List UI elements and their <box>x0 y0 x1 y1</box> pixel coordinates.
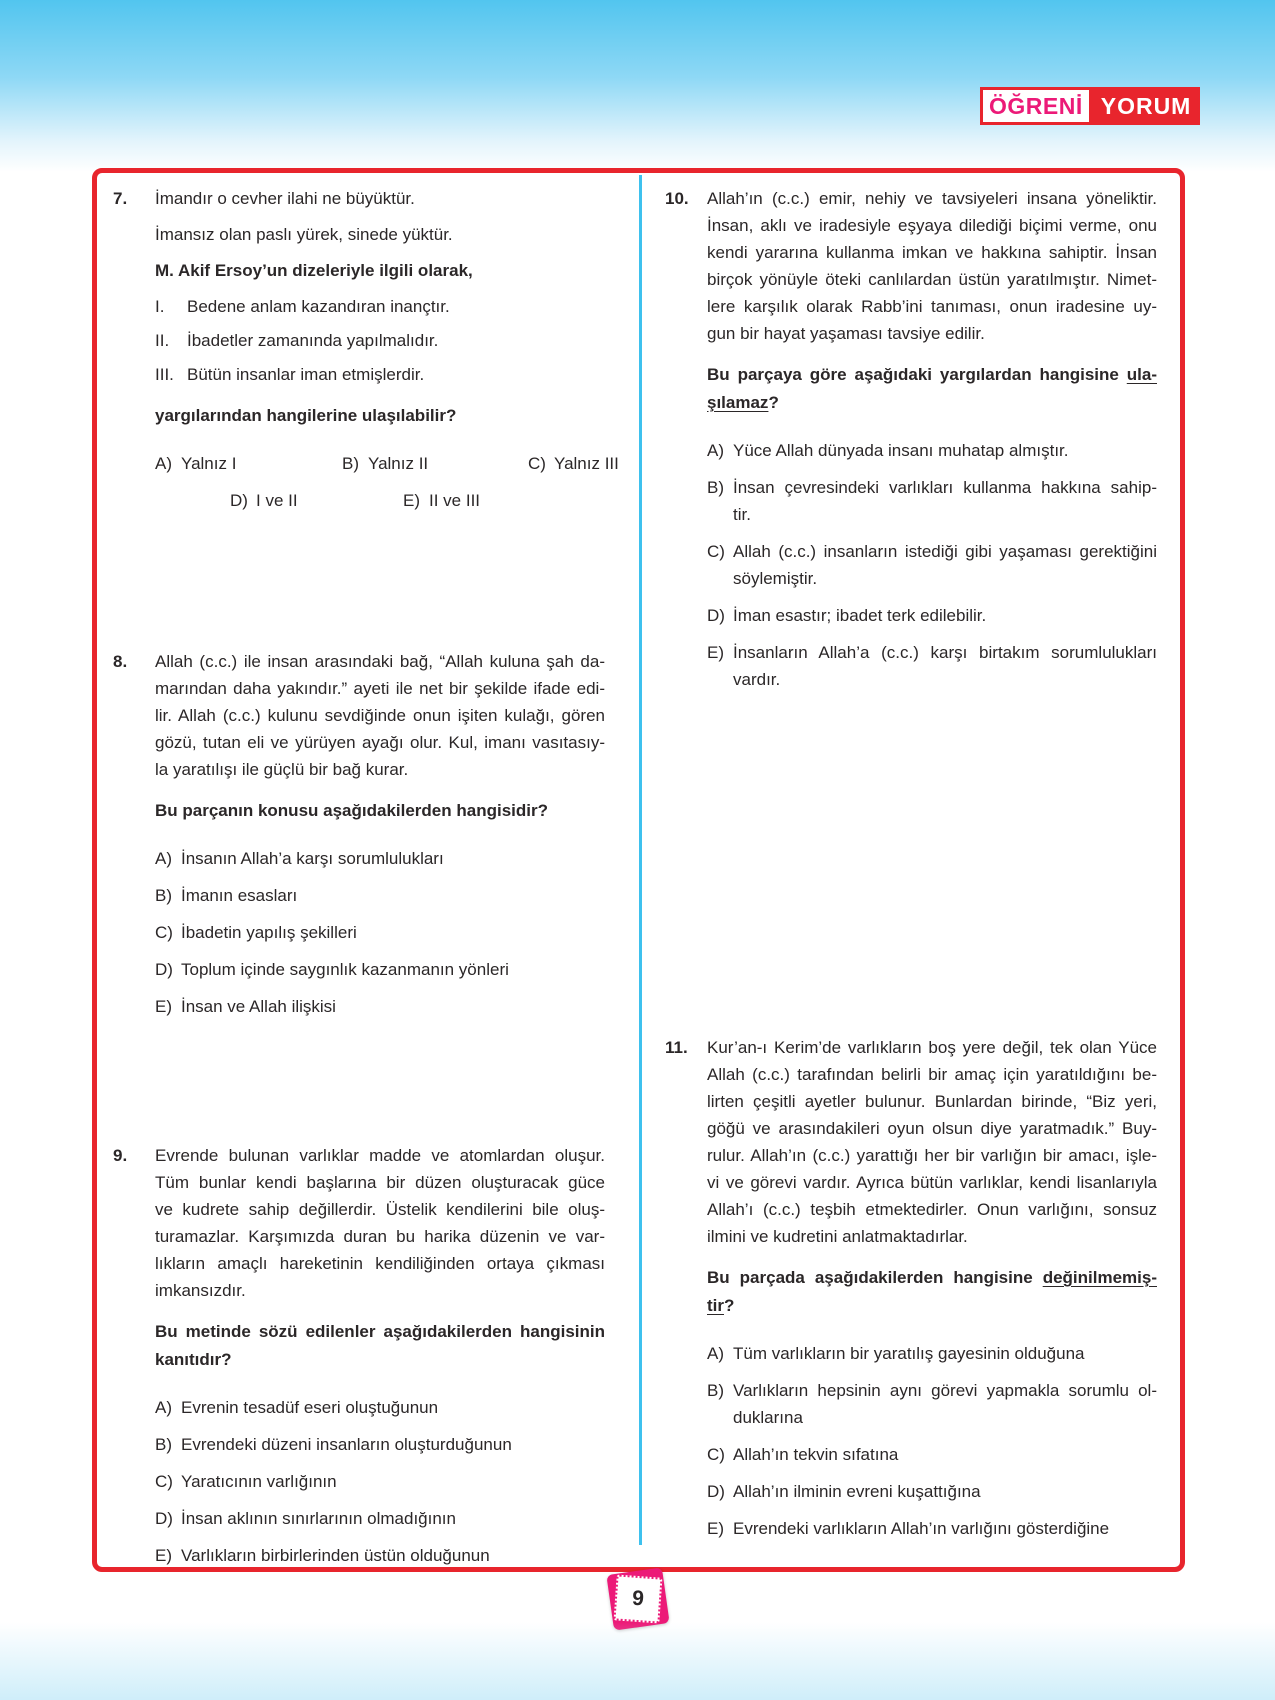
option-item <box>155 450 236 477</box>
option-item <box>707 1441 1157 1468</box>
verse-line: İmandır o cevher ilahi ne büyüktür. <box>155 189 415 208</box>
option-label: E) <box>707 1519 724 1538</box>
body-line: turamazlar. Karşımızda duran bu harika düzenin ve var- <box>155 1227 605 1246</box>
options-list <box>707 1340 1157 1542</box>
question-number: 10. <box>665 189 689 208</box>
option-item <box>707 1515 1157 1542</box>
option-line: Yaratıcının varlığının <box>181 1472 337 1491</box>
question-content <box>707 1034 1157 1552</box>
option-label: E) <box>707 643 724 662</box>
option-label: E) <box>155 1546 172 1565</box>
option-text <box>733 437 1157 464</box>
question-body <box>707 1034 1157 1250</box>
question-number: 11. <box>665 1038 688 1057</box>
option-row <box>155 450 645 477</box>
roman-numeral: III. <box>155 365 174 384</box>
prompt-segment: şılamaz <box>707 393 769 412</box>
prompt-line <box>155 1346 605 1374</box>
question-body <box>155 648 605 783</box>
question-prompt <box>155 1318 605 1374</box>
question-7 <box>113 185 619 524</box>
question-content <box>155 1142 605 1579</box>
option-line: Evrendeki düzeni insanların oluşturduğunun <box>181 1435 512 1454</box>
option-line: Yüce Allah dünyada insanı muhatap almıştır. <box>733 441 1069 460</box>
body-line: gun bir hayat yaşaması tavsiye edilir. <box>707 324 985 343</box>
option-item <box>230 487 298 514</box>
option-label: C) <box>155 923 173 942</box>
option-item <box>155 1505 605 1532</box>
option-item <box>707 538 1157 592</box>
question-prompt <box>707 361 1157 417</box>
option-label: B) <box>155 886 172 905</box>
option-text <box>733 639 1157 693</box>
option-text <box>181 919 605 946</box>
option-item <box>707 474 1157 528</box>
option-label: A) <box>155 1398 172 1417</box>
question-content <box>155 185 619 524</box>
body-line: gözü, tutan eli ve yürüyen ayağı olur. Kul, imanı vasıtasıy- <box>155 733 605 752</box>
body-line: birçok yönüyle öteki canlılardan üstün yaratılmıştır. Nimet- <box>707 270 1157 289</box>
option-item <box>342 450 428 477</box>
ogreniyorum-logo <box>980 87 1200 125</box>
question-body <box>707 185 1157 347</box>
option-label: E) <box>155 997 172 1016</box>
option-label: A) <box>707 1344 724 1363</box>
option-item <box>155 1431 605 1458</box>
options-list <box>707 437 1157 693</box>
option-line: İnsan çevresindeki varlıkları kullanma hakkına sahip- <box>733 478 1157 497</box>
roman-items <box>155 293 605 388</box>
prompt-line <box>707 389 1157 417</box>
body-line: İnsan, aklı ve iradesiyle eşyaya dilediği biçimi verme, onu <box>707 216 1157 235</box>
option-text <box>181 1394 605 1421</box>
body-line: lere karşılık olarak Rabb’ini tanıması, onun iradesine uy- <box>707 297 1157 316</box>
option-item <box>155 845 605 872</box>
questions-column-left <box>113 173 623 1567</box>
option-text <box>733 538 1157 592</box>
prompt-line <box>155 402 605 430</box>
option-item <box>155 1394 605 1421</box>
verse-line: İmansız olan paslı yürek, sinede yüktür. <box>155 225 453 244</box>
option-text <box>181 845 605 872</box>
question-prompt <box>707 1264 1157 1320</box>
option-item <box>155 993 605 1020</box>
option-text: II ve III <box>429 491 481 510</box>
roman-text: Bütün insanlar iman etmişlerdir. <box>187 365 425 384</box>
prompt-segment: değinilmemiş- <box>1042 1268 1157 1287</box>
option-line: İman esastır; ibadet terk edilebilir. <box>733 606 987 625</box>
option-line: Evrendeki varlıkların Allah’ın varlığını gösterdiğine <box>733 1519 1110 1538</box>
option-text: Yalnız III <box>554 454 619 473</box>
options-list <box>155 845 605 1020</box>
option-text <box>733 1441 1157 1468</box>
prompt-segment: kanıtıdır? <box>155 1350 232 1369</box>
question-stem-bold: M. Akif Ersoy’un dizeleriyle ilgili olarak, <box>155 261 473 280</box>
roman-item <box>155 293 605 320</box>
option-label: C) <box>528 454 546 473</box>
option-text <box>181 993 605 1020</box>
option-text <box>733 602 1157 629</box>
body-line: lıkların amaçlı hareketinin kendiliğinden ortaya çıkması <box>155 1254 605 1273</box>
content-box <box>92 168 1185 1572</box>
logo-text-primary: ÖĞRENİ <box>980 87 1092 125</box>
question-content <box>707 185 1157 703</box>
roman-numeral: I. <box>155 297 165 316</box>
option-item <box>528 450 619 477</box>
prompt-segment: tir <box>707 1296 724 1315</box>
option-line: Allah (c.c.) insanların istediği gibi yaşaması gerektiğini <box>733 542 1157 561</box>
option-item <box>707 1377 1157 1431</box>
prompt-segment: ? <box>724 1296 735 1315</box>
body-line: la yaratılışı ile güçlü bir bağ kurar. <box>155 760 409 779</box>
roman-text: İbadetler zamanında yapılmalıdır. <box>187 331 439 350</box>
option-item <box>155 1468 605 1495</box>
option-text <box>733 1377 1157 1431</box>
option-line: İnsanların Allah’a (c.c.) karşı birtakım sorumlulukları <box>733 643 1157 662</box>
body-line: ilmini ve kudretini anlatmaktadırlar. <box>707 1227 968 1246</box>
question-body <box>155 1142 605 1304</box>
options-rows <box>155 450 619 514</box>
option-item <box>707 1478 1157 1505</box>
option-line: söylemiştir. <box>733 569 818 588</box>
option-line: Allah’ın ilminin evreni kuşattığına <box>733 1482 981 1501</box>
question-11 <box>665 1034 1157 1552</box>
body-line: Allah’ın (c.c.) emir, nehiy ve tavsiyeleri insana yöneliktir. <box>707 189 1157 208</box>
question-10 <box>665 185 1157 703</box>
option-text <box>733 1340 1157 1367</box>
option-line: Varlıkların birbirlerinden üstün olduğunun <box>181 1546 490 1565</box>
option-label: C) <box>707 1445 725 1464</box>
option-label: D) <box>155 1509 173 1528</box>
option-item <box>155 956 605 983</box>
logo-text-secondary: YORUM <box>1092 87 1201 125</box>
option-label: A) <box>707 441 724 460</box>
option-label: D) <box>230 491 248 510</box>
prompt-line <box>155 797 605 825</box>
option-text <box>181 1468 605 1495</box>
option-item <box>155 919 605 946</box>
question-prompt <box>155 402 605 430</box>
option-text <box>181 882 605 909</box>
body-line: rulur. Allah’ın (c.c.) yarattığı her bir varlığın bir amacı, işle- <box>707 1146 1157 1165</box>
page-number-badge <box>610 1571 666 1627</box>
option-text <box>733 474 1157 528</box>
option-line: İnsan ve Allah ilişkisi <box>181 997 336 1016</box>
option-text <box>733 1478 1157 1505</box>
questions-column-right <box>665 173 1175 1567</box>
option-text: I ve II <box>256 491 298 510</box>
body-line: lir. Allah (c.c.) kulunu sevdiğinde onun işiten kulağı, gören <box>155 706 605 725</box>
option-label: A) <box>155 454 172 473</box>
option-line: Evrenin tesadüf eseri oluştuğunun <box>181 1398 439 1417</box>
option-label: B) <box>707 1381 724 1400</box>
body-line: Evrende bulunan varlıklar madde ve atomlardan oluşur. <box>155 1146 605 1165</box>
option-item <box>707 639 1157 693</box>
body-line: Tüm bunlar kendi başlarına bir düzen oluşturacak güce <box>155 1173 605 1192</box>
option-text <box>181 956 605 983</box>
option-label: E) <box>403 491 420 510</box>
prompt-line <box>707 361 1157 389</box>
body-line: Kur’an-ı Kerim’de varlıkların boş yere değil, tek olan Yüce <box>707 1038 1157 1057</box>
option-item <box>403 487 480 514</box>
option-text <box>733 1515 1157 1542</box>
option-label: D) <box>707 606 725 625</box>
options-list <box>155 1394 605 1569</box>
prompt-line <box>707 1264 1157 1292</box>
body-line: ve kudrete sahip değillerdir. Üstelik kendilerini bile oluş- <box>155 1200 605 1219</box>
option-line: İbadetin yapılış şekilleri <box>181 923 357 942</box>
option-text: Yalnız II <box>368 454 429 473</box>
prompt-segment: Bu metinde sözü edilenler aşağıdakilerden hangisinin <box>155 1322 605 1341</box>
header-gradient <box>0 0 1275 172</box>
option-item <box>155 882 605 909</box>
prompt-line <box>707 1292 1157 1320</box>
option-label: C) <box>155 1472 173 1491</box>
option-label: B) <box>707 478 724 497</box>
option-line: vardır. <box>733 670 781 689</box>
option-item <box>155 1542 605 1569</box>
option-label: B) <box>155 1435 172 1454</box>
option-text <box>181 1431 605 1458</box>
option-item <box>707 602 1157 629</box>
body-line: Allah (c.c.) ile insan arasındaki bağ, “Allah kuluna şah da- <box>155 652 605 671</box>
option-label: B) <box>342 454 359 473</box>
option-label: A) <box>155 849 172 868</box>
option-line: Varlıkların hepsinin aynı görevi yapmakla sorumlu ol- <box>733 1381 1157 1400</box>
option-label: C) <box>707 542 725 561</box>
question-number: 7. <box>113 189 128 208</box>
option-label: D) <box>155 960 173 979</box>
prompt-segment: Bu parçada aşağıdakilerden hangisine <box>707 1268 1043 1287</box>
option-line: tir. <box>733 505 751 524</box>
option-line: Allah’ın tekvin sıfatına <box>733 1445 899 1464</box>
page-number: 9 <box>613 1574 662 1623</box>
prompt-line <box>155 1318 605 1346</box>
prompt-segment: yargılarından hangilerine ulaşılabilir? <box>155 406 457 425</box>
option-line: Toplum içinde saygınlık kazanmanın yönleri <box>181 960 509 979</box>
body-line: imkansızdır. <box>155 1281 246 1300</box>
roman-item <box>155 361 605 388</box>
footer-gradient <box>0 1622 1275 1700</box>
body-line: marından daha yakındır.” ayeti ile net bir şekilde ifade edi- <box>155 679 605 698</box>
prompt-segment: Bu parçaya göre aşağıdaki yargılardan hangisine <box>707 365 1127 384</box>
option-line: İnsan aklının sınırlarının olmadığının <box>181 1509 456 1528</box>
roman-item <box>155 327 605 354</box>
question-number: 8. <box>113 652 128 671</box>
prompt-segment: ula- <box>1126 365 1157 384</box>
question-content <box>155 648 605 1030</box>
body-line: Allah’ı (c.c.) teşbih etmektedirler. Onun varlığını, sonsuz <box>707 1200 1157 1219</box>
roman-text: Bedene anlam kazandıran inançtır. <box>187 297 450 316</box>
body-line: kendi yararına kullanma imkan ve hakkına sahiptir. İnsan <box>707 243 1157 262</box>
body-line: lirten çeşitli ayetler bulunur. Bunlardan birinde, “Biz yeri, <box>707 1092 1157 1111</box>
prompt-segment: Bu parçanın konusu aşağıdakilerden hangisidir? <box>155 801 548 820</box>
option-label: D) <box>707 1482 725 1501</box>
question-9 <box>113 1142 605 1579</box>
option-item <box>707 437 1157 464</box>
option-line: duklarına <box>733 1408 803 1427</box>
question-number: 9. <box>113 1146 128 1165</box>
option-text: Yalnız I <box>181 454 237 473</box>
option-item <box>707 1340 1157 1367</box>
option-line: Tüm varlıkların bir yaratılış gayesinin olduğuna <box>733 1344 1085 1363</box>
question-prompt <box>155 797 605 825</box>
body-line: Allah (c.c.) tarafından belirli bir amaç için yaratıldığını be- <box>707 1065 1157 1084</box>
body-line: vi ve görevi vardır. Ayrıca bütün varlıklar, kendi lisanlarıyla <box>707 1173 1157 1192</box>
option-text <box>181 1505 605 1532</box>
prompt-segment: ? <box>768 393 779 412</box>
option-row <box>155 487 645 514</box>
body-line: göğü ve arasındakileri oyun olsun diye yaratmadık.” Buy- <box>707 1119 1157 1138</box>
column-divider <box>639 175 642 1545</box>
question-8 <box>113 648 605 1030</box>
roman-numeral: II. <box>155 331 170 350</box>
option-line: İmanın esasları <box>181 886 298 905</box>
option-text <box>181 1542 605 1569</box>
option-line: İnsanın Allah’a karşı sorumlulukları <box>181 849 444 868</box>
